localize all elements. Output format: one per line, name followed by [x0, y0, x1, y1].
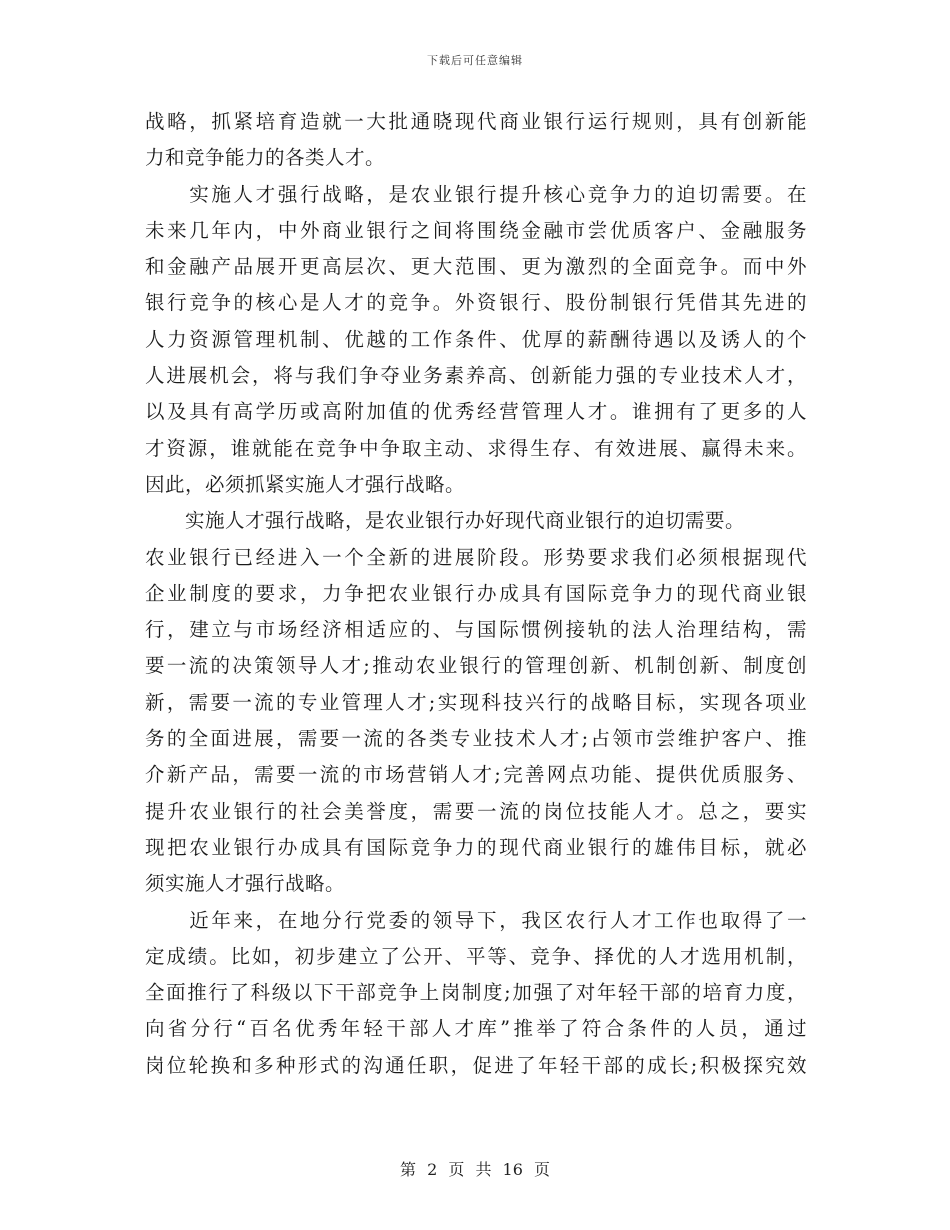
text-line: 和金融产品展开更高层次、更大范围、更为激烈的全面竞争。而中外: [145, 255, 807, 279]
text-line: 战略，抓紧培育造就一大批通晓现代商业银行运行规则，具有创新能: [145, 110, 807, 133]
page-header: 下载后可任意编辑: [427, 54, 523, 67]
text-line: 力和竞争能力的各类人才。: [145, 146, 386, 170]
text-line: 企业制度的要求，力争把农业银行办成具有国际竞争力的现代商业银: [145, 581, 807, 605]
text-line: 现把农业银行办成具有国际竞争力的现代商业银行的雄伟目标，就必: [145, 835, 807, 859]
text-line: 介新产品，需要一流的市场营销人才;完善网点功能、提供优质服务、: [145, 763, 807, 787]
text-line: 行，建立与市场经济相适应的、与国际惯例接轨的法人治理结构，需: [145, 618, 807, 642]
text-line: 岗位轮换和多种形式的沟通任职，促进了年轻干部的成长;积极探究效: [145, 1053, 807, 1077]
text-line: 须实施人才强行战略。: [145, 872, 346, 896]
text-line: 实施人才强行战略，是农业银行提升核心竞争力的迫切需要。在: [145, 182, 807, 206]
text-line: 全面推行了科级以下干部竞争上岗制度;加强了对年轻干部的培育力度，: [145, 981, 807, 1005]
text-line: 才资源，谁就能在竞争中争取主动、求得生存、有效进展、赢得未来。: [145, 436, 807, 460]
text-line: 务的全面进展，需要一流的各类专业技术人才;占领市尝维护客户、推: [145, 727, 807, 751]
text-line: 近年来，在地分行党委的领导下，我区农行人才工作也取得了一: [145, 908, 807, 932]
text-line: 提升农业银行的社会美誉度，需要一流的岗位技能人才。总之，要实: [145, 799, 807, 823]
text-line: 银行竞争的核心是人才的竞争。外资银行、股份制银行凭借其先进的: [145, 291, 807, 315]
text-line: 人进展机会，将与我们争夺业务素养高、创新能力强的专业技术人才，: [145, 364, 807, 388]
text-line: 新，需要一流的专业管理人才;实现科技兴行的战略目标，实现各项业: [145, 690, 807, 714]
text-line: 向省分行“百名优秀年轻干部人才库”推举了符合条件的人员，通过: [145, 1017, 807, 1041]
text-line: 因此，必须抓紧实施人才强行战略。: [145, 472, 466, 496]
document-body: [145, 104, 807, 1084]
text-line: 农业银行已经进入一个全新的进展阶段。形势要求我们必须根据现代: [145, 545, 807, 569]
text-line: 实施人才强行战略，是农业银行办好现代商业银行的迫切需要。: [145, 509, 746, 533]
text-line: 定成绩。比如，初步建立了公开、平等、竞争、择优的人才选用机制，: [145, 944, 807, 968]
text-line: 未来几年内，中外商业银行之间将围绕金融市尝优质客户、金融服务: [145, 218, 807, 242]
page-number: 第 2 页 共 16 页: [400, 1160, 550, 1179]
text-line: 要一流的决策领导人才;推动农业银行的管理创新、机制创新、制度创: [145, 654, 807, 678]
text-line: 人力资源管理机制、优越的工作条件、优厚的薪酬待遇以及诱人的个: [145, 327, 807, 351]
text-line: 以及具有高学历或高附加值的优秀经营管理人才。谁拥有了更多的人: [145, 400, 807, 424]
